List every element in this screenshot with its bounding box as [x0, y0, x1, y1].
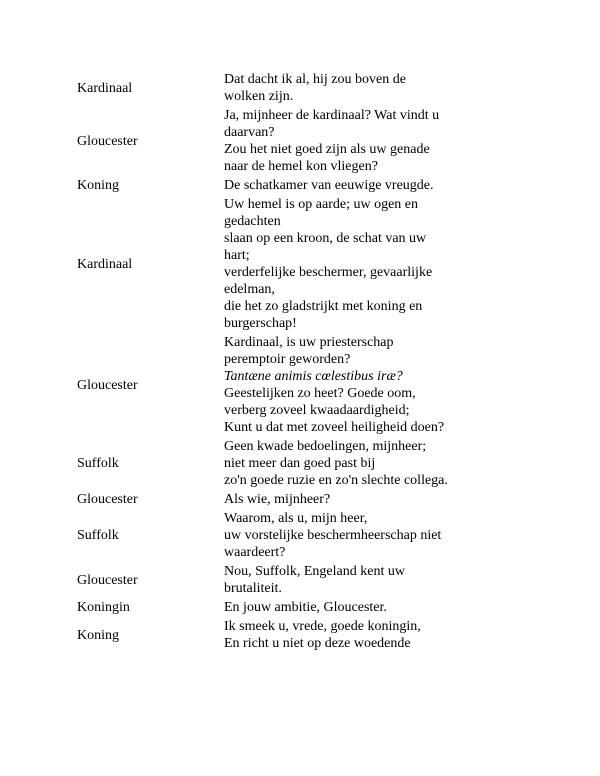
dialogue-row	[0, 491, 600, 508]
speech-lines	[224, 599, 448, 616]
speech-line: uw vorstelijke beschermheerschap niet waardeert?	[224, 528, 442, 560]
speech-line: Ik smeek u, vrede, goede koningin,	[224, 619, 421, 634]
speech-line: Tantæne animis cœlestibus iræ?	[224, 369, 403, 384]
speaker-name: Koning	[77, 178, 119, 193]
speech-line: verderfelijke beschermer, gevaarlijke edelman,	[224, 265, 433, 297]
speech-lines	[224, 491, 448, 508]
speech-line: Geen kwade bedoelingen, mijnheer; niet meer dan goed past bij	[224, 439, 427, 471]
speech-line: En richt u niet op deze woedende	[224, 636, 411, 651]
dialogue-row	[0, 177, 600, 194]
speaker-name: Koningin	[77, 600, 130, 615]
speech-lines	[224, 334, 448, 436]
speech-line: die het zo gladstrijkt met koning en burgerschap!	[224, 299, 423, 331]
speech-lines	[224, 618, 448, 652]
speech-lines	[224, 438, 448, 489]
speech-line: Dat dacht ik al, hij zou boven de wolken zijn.	[224, 72, 406, 104]
speech-lines	[224, 510, 448, 561]
speech-lines	[224, 71, 448, 105]
dialogue-row	[0, 618, 600, 652]
speaker-name: Gloucester	[77, 377, 138, 393]
speaker-name: Kardinaal	[77, 256, 133, 272]
dialogue-row	[0, 599, 600, 616]
speech-line: Nou, Suffolk, Engeland kent uw brutaliteit.	[224, 564, 405, 596]
dialogue-row	[0, 563, 600, 597]
speech-line: En jouw ambitie, Gloucester.	[224, 600, 387, 615]
speech-line: Uw hemel is op aarde; uw ogen en gedachten	[224, 197, 418, 229]
speaker-name: Gloucester	[77, 492, 138, 507]
dialogue-row	[0, 334, 600, 436]
speech-lines	[224, 107, 448, 175]
speech-line: Kunt u dat met zoveel heiligheid doen?	[224, 420, 445, 435]
speech-line: Geestelijken zo heet? Goede oom, verberg zoveel kwaadaardigheid;	[224, 386, 416, 418]
speech-lines	[224, 196, 448, 332]
speaker-name: Gloucester	[77, 572, 138, 588]
speech-line: Als wie, mijnheer?	[224, 492, 331, 507]
speaker-name: Gloucester	[77, 133, 138, 149]
speech-line: Zou het niet goed zijn als uw genade naar de hemel kon vliegen?	[224, 142, 430, 174]
speech-line: Ja, mijnheer de kardinaal? Wat vindt u daarvan?	[224, 108, 440, 140]
speech-line: Kardinaal, is uw priesterschap peremptoir geworden?	[224, 335, 394, 367]
speech-line: zo'n goede ruzie en zo'n slechte collega.	[224, 473, 448, 488]
speech-line: slaan op een kroon, de schat van uw hart;	[224, 231, 427, 263]
speech-line: De schatkamer van eeuwige vreugde.	[224, 178, 434, 193]
dialogue-row	[0, 196, 600, 332]
dialogue-row	[0, 438, 600, 489]
speaker-name: Kardinaal	[77, 80, 133, 96]
speaker-name: Suffolk	[77, 528, 119, 543]
speech-lines	[224, 563, 448, 597]
speech-line: Waarom, als u, mijn heer,	[224, 511, 368, 526]
script-dialogue	[0, 71, 600, 654]
dialogue-row	[0, 510, 600, 561]
dialogue-row	[0, 71, 600, 105]
speech-lines	[224, 177, 448, 194]
speaker-name: Koning	[77, 627, 119, 643]
dialogue-row	[0, 107, 600, 175]
speaker-name: Suffolk	[77, 456, 119, 471]
